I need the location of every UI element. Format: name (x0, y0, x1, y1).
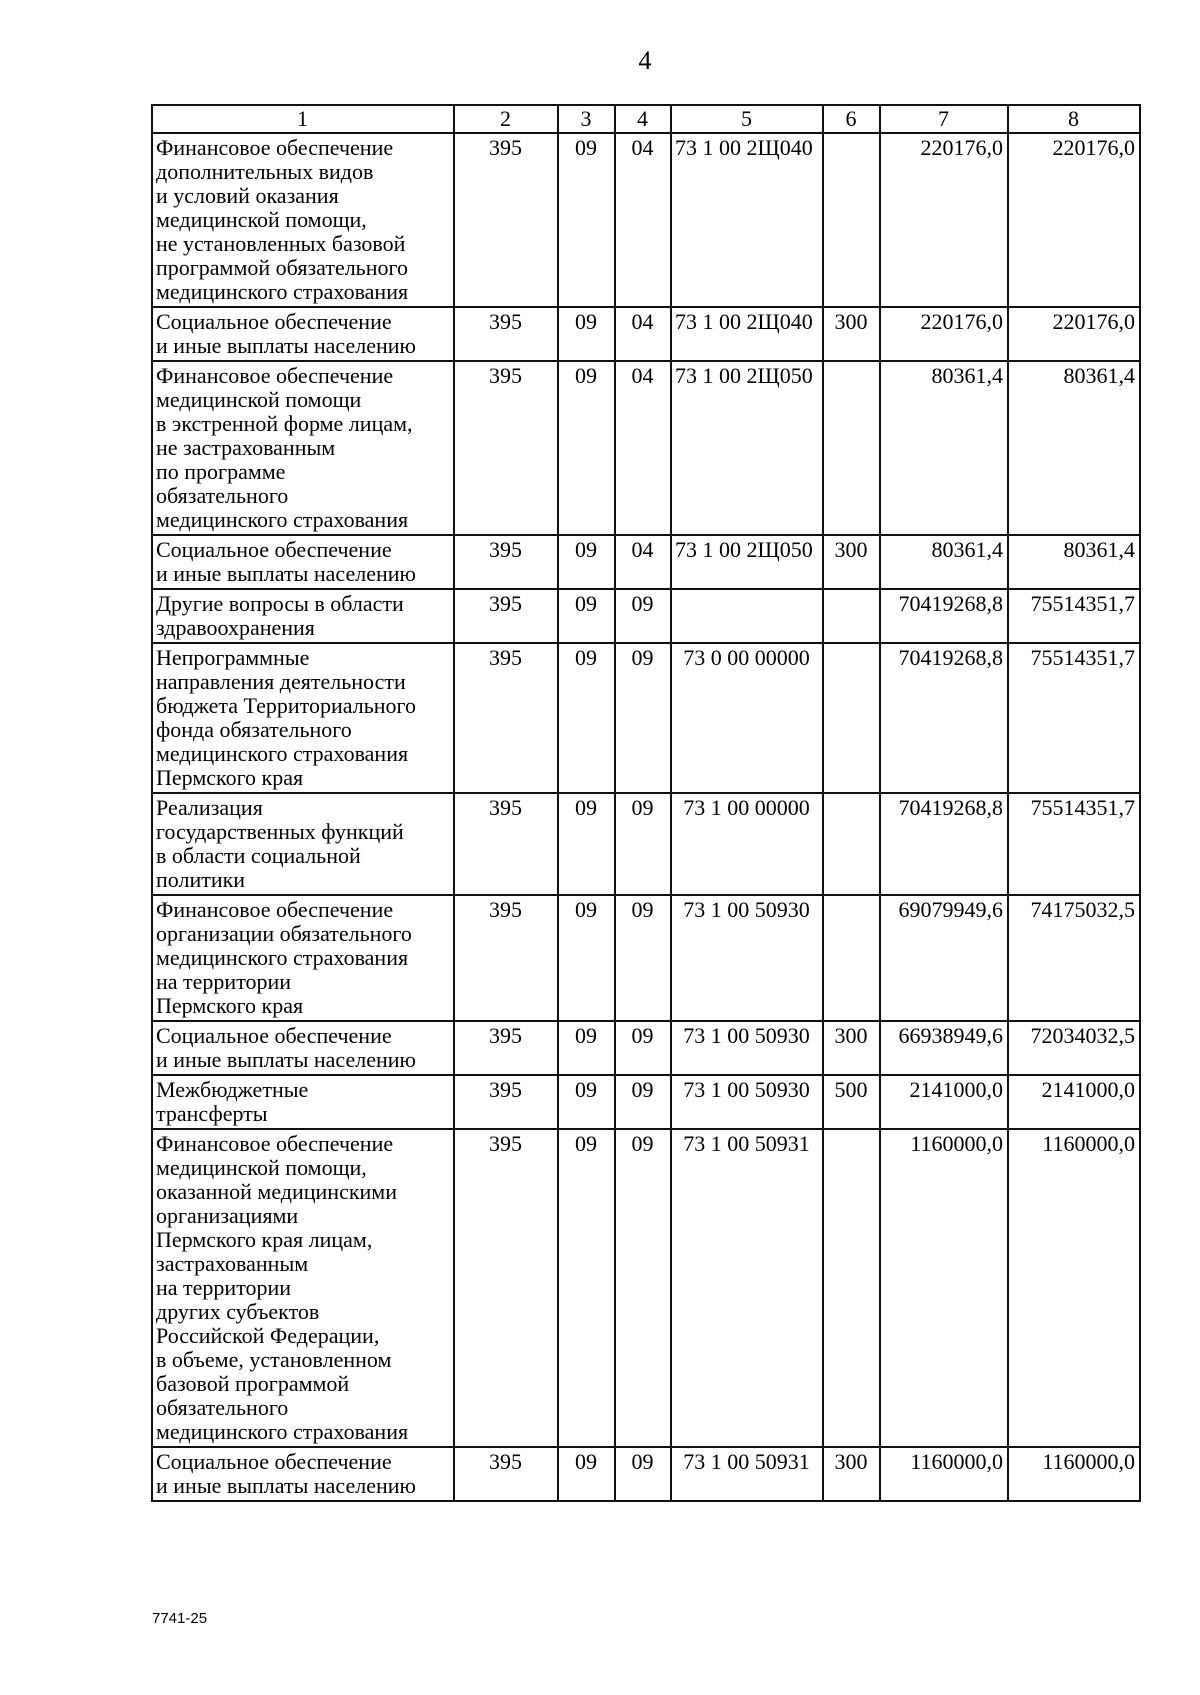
row-col5: 73 1 00 2Щ040 (671, 133, 823, 307)
table-row (152, 1129, 1140, 1447)
row-col3: 09 (558, 1075, 615, 1129)
row-col2: 395 (454, 643, 558, 793)
row-col4: 09 (615, 895, 671, 1021)
row-col6 (823, 895, 880, 1021)
row-col3: 09 (558, 133, 615, 307)
row-col4: 09 (615, 1447, 671, 1501)
row-col4: 09 (615, 589, 671, 643)
row-col8: 80361,4 (1008, 361, 1140, 535)
row-col7: 220176,0 (880, 307, 1008, 361)
row-col8: 74175032,5 (1008, 895, 1140, 1021)
row-col2: 395 (454, 361, 558, 535)
col-header-8: 8 (1008, 105, 1140, 133)
row-col5: 73 1 00 2Щ040 (671, 307, 823, 361)
row-col7: 70419268,8 (880, 589, 1008, 643)
row-col6: 300 (823, 307, 880, 361)
row-name: Финансовое обеспечение дополнительных видов и условий оказания медицинской помощи, не установленных базовой программой обязательного медицинского страхования (152, 133, 454, 307)
row-col5: 73 1 00 2Щ050 (671, 535, 823, 589)
row-col4: 09 (615, 643, 671, 793)
row-col5: 73 0 00 00000 (671, 643, 823, 793)
row-col3: 09 (558, 793, 615, 895)
row-col6: 300 (823, 535, 880, 589)
row-col4: 09 (615, 793, 671, 895)
row-name: Реализация государственных функций в области социальной политики (152, 793, 454, 895)
row-col7: 1160000,0 (880, 1129, 1008, 1447)
row-col6 (823, 133, 880, 307)
table-row (152, 307, 1140, 361)
row-col7: 220176,0 (880, 133, 1008, 307)
row-name: Социальное обеспечение и иные выплаты населению (152, 535, 454, 589)
row-col7: 80361,4 (880, 535, 1008, 589)
row-col2: 395 (454, 133, 558, 307)
row-col7: 1160000,0 (880, 1447, 1008, 1501)
row-col4: 04 (615, 361, 671, 535)
row-col7: 70419268,8 (880, 793, 1008, 895)
col-header-3: 3 (558, 105, 615, 133)
row-col4: 09 (615, 1075, 671, 1129)
row-col2: 395 (454, 793, 558, 895)
row-col5: 73 1 00 2Щ050 (671, 361, 823, 535)
row-name: Финансовое обеспечение организации обязательного медицинского страхования на территории Пермского края (152, 895, 454, 1021)
row-col5: 73 1 00 50930 (671, 1075, 823, 1129)
row-col7: 69079949,6 (880, 895, 1008, 1021)
row-col2: 395 (454, 1075, 558, 1129)
row-col6 (823, 793, 880, 895)
col-header-1: 1 (152, 105, 454, 133)
table-row (152, 793, 1140, 895)
row-name: Социальное обеспечение и иные выплаты населению (152, 307, 454, 361)
table-row (152, 1075, 1140, 1129)
row-col3: 09 (558, 1021, 615, 1075)
row-col6: 500 (823, 1075, 880, 1129)
row-col6: 300 (823, 1021, 880, 1075)
row-name: Другие вопросы в области здравоохранения (152, 589, 454, 643)
document-code: 7741-25 (152, 1610, 208, 1627)
row-col5: 73 1 00 50930 (671, 895, 823, 1021)
row-col3: 09 (558, 307, 615, 361)
row-name: Финансовое обеспечение медицинской помощи в экстренной форме лицам, не застрахованным по программе обязательного медицинского страхования (152, 361, 454, 535)
row-col8: 1160000,0 (1008, 1447, 1140, 1501)
row-col4: 04 (615, 535, 671, 589)
row-col6: 300 (823, 1447, 880, 1501)
row-col3: 09 (558, 895, 615, 1021)
row-col5: 73 1 00 50930 (671, 1021, 823, 1075)
row-col8: 2141000,0 (1008, 1075, 1140, 1129)
row-col4: 04 (615, 307, 671, 361)
row-name: Межбюджетные трансферты (152, 1075, 454, 1129)
table-row (152, 133, 1140, 307)
row-col3: 09 (558, 1129, 615, 1447)
row-name: Финансовое обеспечение медицинской помощи, оказанной медицинскими организациями Пермского края лицам, застрахованным на территории других субъектов Российской Федерации, в объеме, установленном базовой программой обязательного медицинского страхования (152, 1129, 454, 1447)
header-row (152, 105, 1140, 133)
col-header-2: 2 (454, 105, 558, 133)
row-col8: 75514351,7 (1008, 643, 1140, 793)
row-col6 (823, 643, 880, 793)
row-col8: 220176,0 (1008, 133, 1140, 307)
row-col3: 09 (558, 589, 615, 643)
budget-table (151, 104, 1141, 1502)
row-col7: 66938949,6 (880, 1021, 1008, 1075)
row-col8: 80361,4 (1008, 535, 1140, 589)
row-col6 (823, 589, 880, 643)
row-col2: 395 (454, 589, 558, 643)
table-row (152, 535, 1140, 589)
row-col2: 395 (454, 307, 558, 361)
row-col4: 09 (615, 1021, 671, 1075)
row-col3: 09 (558, 361, 615, 535)
row-col2: 395 (454, 895, 558, 1021)
row-col5: 73 1 00 50931 (671, 1129, 823, 1447)
row-col3: 09 (558, 1447, 615, 1501)
table-row (152, 1021, 1140, 1075)
table-row (152, 589, 1140, 643)
col-header-6: 6 (823, 105, 880, 133)
row-col7: 80361,4 (880, 361, 1008, 535)
row-col6 (823, 361, 880, 535)
row-col8: 1160000,0 (1008, 1129, 1140, 1447)
col-header-7: 7 (880, 105, 1008, 133)
table-row (152, 1447, 1140, 1501)
row-col2: 395 (454, 1447, 558, 1501)
row-col4: 04 (615, 133, 671, 307)
row-name: Социальное обеспечение и иные выплаты населению (152, 1447, 454, 1501)
row-col5 (671, 589, 823, 643)
row-col8: 72034032,5 (1008, 1021, 1140, 1075)
col-header-4: 4 (615, 105, 671, 133)
row-col3: 09 (558, 643, 615, 793)
row-col5: 73 1 00 00000 (671, 793, 823, 895)
row-col5: 73 1 00 50931 (671, 1447, 823, 1501)
row-col3: 09 (558, 535, 615, 589)
row-name: Непрограммные направления деятельности бюджета Территориального фонда обязательного медицинского страхования Пермского края (152, 643, 454, 793)
row-col6 (823, 1129, 880, 1447)
page-number: 4 (638, 46, 652, 75)
table-row (152, 361, 1140, 535)
table-row (152, 895, 1140, 1021)
row-col7: 70419268,8 (880, 643, 1008, 793)
col-header-5: 5 (671, 105, 823, 133)
row-col2: 395 (454, 1129, 558, 1447)
row-col8: 220176,0 (1008, 307, 1140, 361)
row-name: Социальное обеспечение и иные выплаты населению (152, 1021, 454, 1075)
row-col2: 395 (454, 1021, 558, 1075)
row-col2: 395 (454, 535, 558, 589)
row-col8: 75514351,7 (1008, 589, 1140, 643)
row-col7: 2141000,0 (880, 1075, 1008, 1129)
table-row (152, 643, 1140, 793)
row-col4: 09 (615, 1129, 671, 1447)
row-col8: 75514351,7 (1008, 793, 1140, 895)
